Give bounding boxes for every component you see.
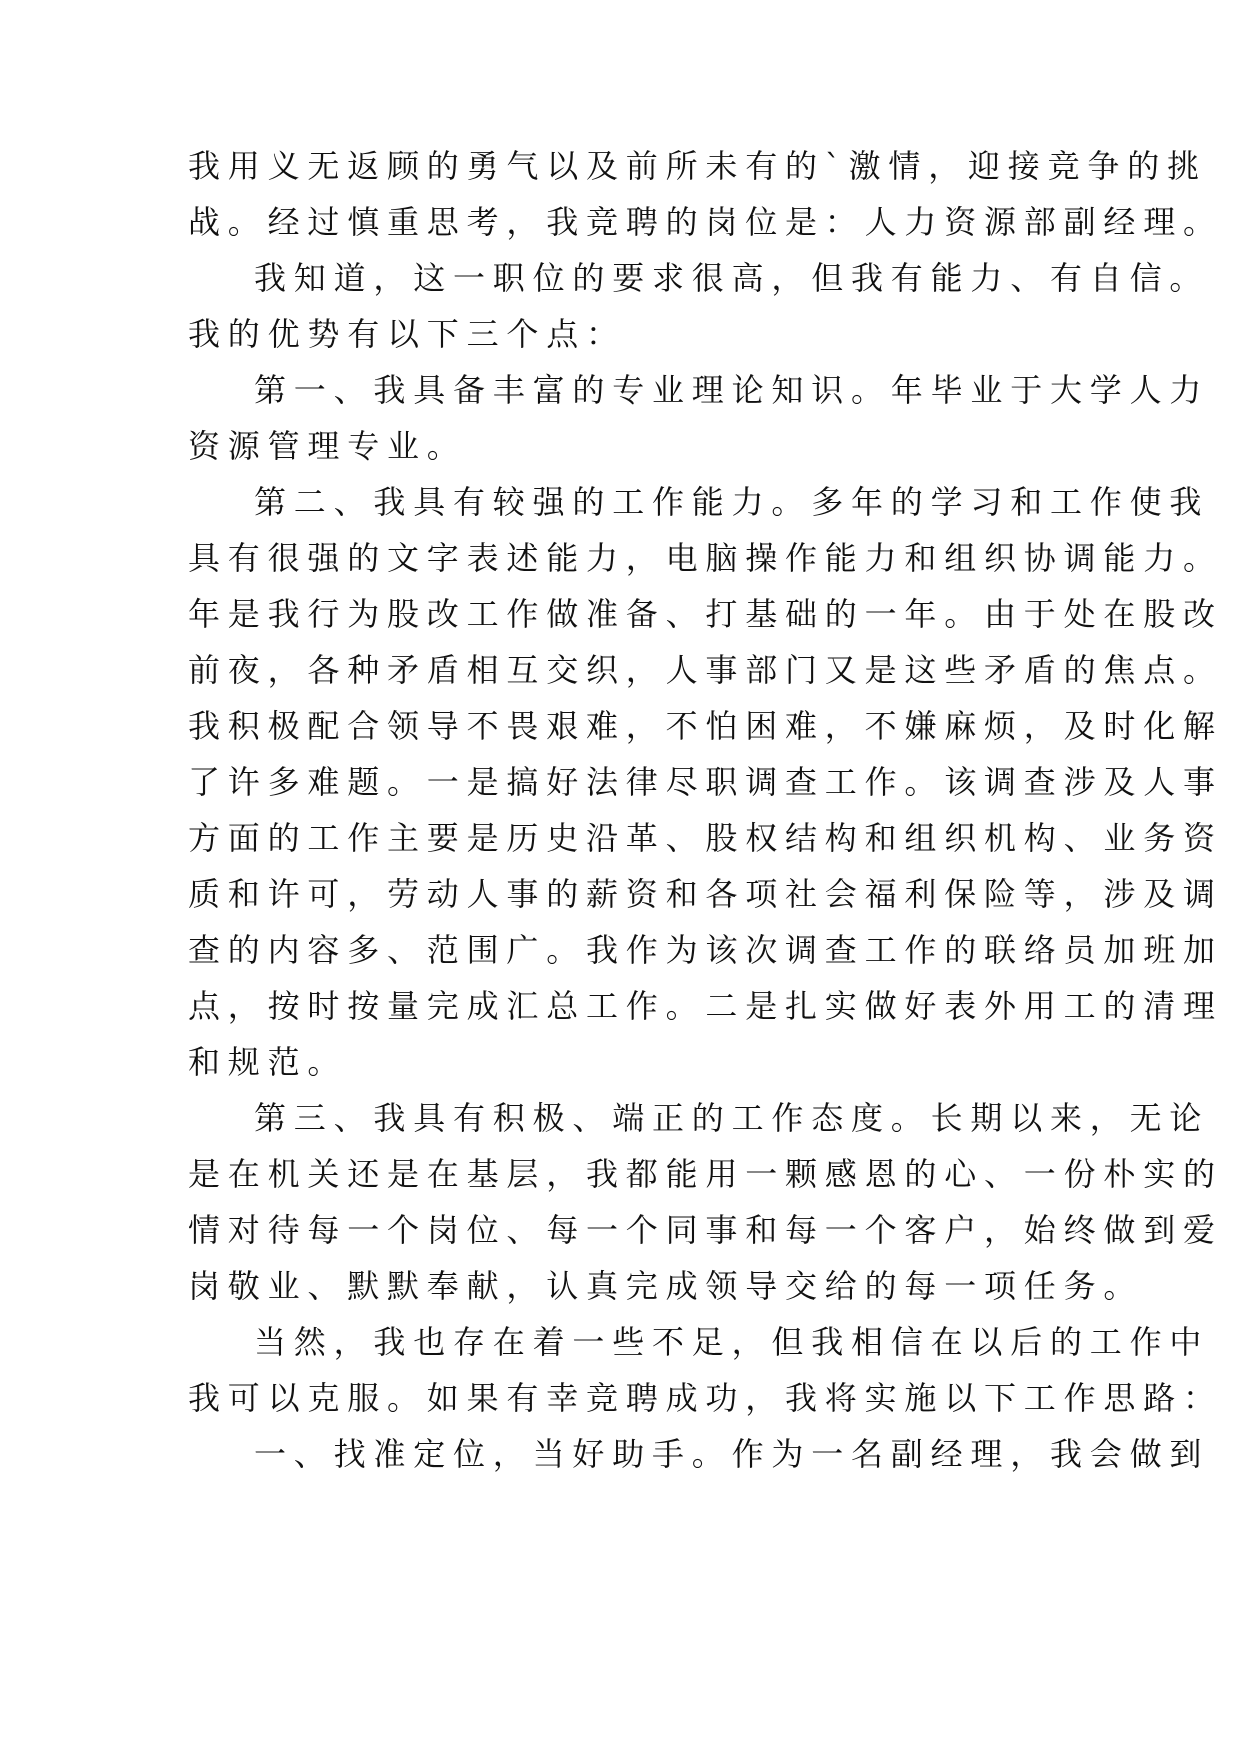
text-line: 我的优势有以下三个点：: [188, 315, 626, 353]
text-line: 和规范。: [188, 1043, 348, 1081]
text-line: 我用义无返顾的勇气以及前所未有的`激情，迎接竞争的挑: [188, 147, 1207, 185]
text-line: 战。经过慎重思考，我竞聘的岗位是：人力资源部副经理。: [188, 203, 1223, 241]
text-line: 前夜，各种矛盾相互交织，人事部门又是这些矛盾的焦点。: [188, 651, 1223, 689]
text-line: 当然，我也存在着一些不足，但我相信在以后的工作中: [254, 1323, 1210, 1361]
text-line: 第二、我具有较强的工作能力。多年的学习和工作使我: [254, 483, 1210, 521]
text-line: 情对待每一个岗位、每一个同事和每一个客户，始终做到爱: [188, 1211, 1223, 1249]
text-line: 我可以克服。如果有幸竞聘成功，我将实施以下工作思路：: [188, 1379, 1223, 1417]
text-line: 了许多难题。一是搞好法律尽职调查工作。该调查涉及人事: [188, 763, 1223, 801]
text-line: 查的内容多、范围广。我作为该次调查工作的联络员加班加: [188, 931, 1223, 969]
text-line: 质和许可，劳动人事的薪资和各项社会福利保险等，涉及调: [188, 875, 1223, 913]
text-line: 一、找准定位，当好助手。作为一名副经理，我会做到: [254, 1435, 1210, 1473]
text-line: 资源管理专业。: [188, 427, 467, 465]
text-line: 点，按时按量完成汇总工作。二是扎实做好表外用工的清理: [188, 987, 1223, 1025]
text-line: 具有很强的文字表述能力，电脑操作能力和组织协调能力。: [188, 539, 1223, 577]
text-line: 第一、我具备丰富的专业理论知识。年毕业于大学人力: [254, 371, 1210, 409]
text-line: 我知道，这一职位的要求很高，但我有能力、有自信。: [254, 259, 1210, 297]
text-line: 第三、我具有积极、端正的工作态度。长期以来，无论: [254, 1099, 1210, 1137]
text-line: 是在机关还是在基层，我都能用一颗感恩的心、一份朴实的: [188, 1155, 1223, 1193]
text-line: 方面的工作主要是历史沿革、股权结构和组织机构、业务资: [188, 819, 1223, 857]
text-line: 年是我行为股改工作做准备、打基础的一年。由于处在股改: [188, 595, 1223, 633]
text-line: 岗敬业、默默奉献，认真完成领导交给的每一项任务。: [188, 1267, 1144, 1305]
text-line: 我积极配合领导不畏艰难，不怕困难，不嫌麻烦，及时化解: [188, 707, 1223, 745]
